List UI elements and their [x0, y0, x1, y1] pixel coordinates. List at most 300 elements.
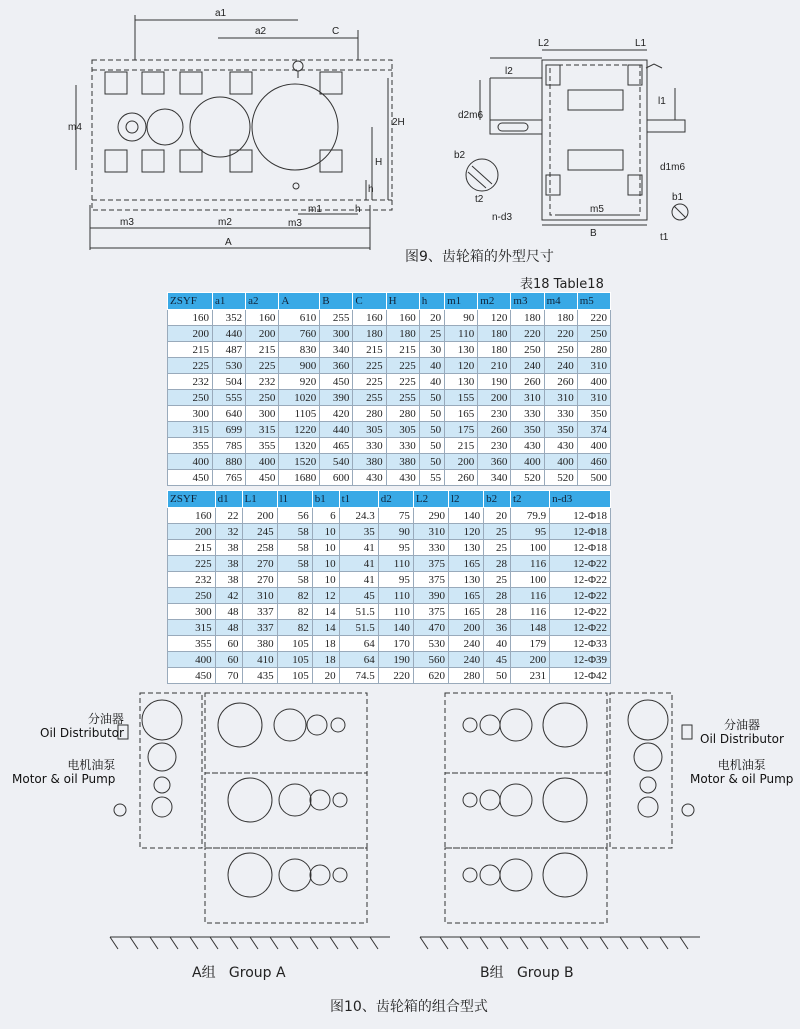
motor-pump-cn: 电机油泵 — [717, 758, 766, 772]
dim-n-d3: n-d3 — [492, 212, 513, 223]
table-cell: 200 — [448, 620, 483, 636]
table-cell: 22 — [215, 508, 242, 524]
table-row — [168, 326, 611, 342]
table-cell: 250 — [168, 390, 213, 406]
table-cell: 785 — [213, 438, 246, 454]
table-cell: 12-Φ18 — [550, 524, 611, 540]
table-cell: 30 — [419, 342, 444, 358]
table-cell: 280 — [448, 668, 483, 684]
table-row — [168, 390, 611, 406]
table-cell: 120 — [478, 310, 511, 326]
group-b-drawing — [420, 685, 700, 960]
table-cell: 50 — [419, 406, 444, 422]
table-cell: 530 — [213, 358, 246, 374]
dim-l2: L2 — [538, 38, 550, 49]
table-cell: 155 — [445, 390, 478, 406]
table-cell: 255 — [386, 390, 419, 406]
oil-distributor-cn: 分油器 — [723, 718, 760, 732]
table-cell: 12-Φ22 — [550, 620, 611, 636]
table-cell: 58 — [277, 524, 312, 540]
table-cell: 460 — [577, 454, 610, 470]
table-cell: 82 — [277, 620, 312, 636]
table-cell: 225 — [386, 374, 419, 390]
table-cell: 250 — [577, 326, 610, 342]
table-cell: 28 — [484, 588, 511, 604]
table-cell: 300 — [168, 604, 216, 620]
table-cell: 74.5 — [339, 668, 378, 684]
table-cell: 315 — [168, 422, 213, 438]
table-cell: 160 — [168, 508, 216, 524]
table-cell: 12-Φ22 — [550, 604, 611, 620]
dim-m4: m4 — [68, 122, 82, 133]
table-cell: 120 — [445, 358, 478, 374]
table-cell: 430 — [353, 470, 386, 486]
table-cell: 95 — [510, 524, 549, 540]
table-cell: 48 — [215, 620, 242, 636]
dim-m3-left: m3 — [120, 217, 134, 228]
table-row — [168, 524, 611, 540]
table-cell: 10 — [312, 556, 339, 572]
table-cell: 165 — [448, 556, 483, 572]
table-cell: 420 — [320, 406, 353, 422]
table-cell: 36 — [484, 620, 511, 636]
table-cell: 130 — [445, 342, 478, 358]
table-cell: 200 — [242, 508, 277, 524]
table-cell: 300 — [168, 406, 213, 422]
table-cell: 105 — [277, 636, 312, 652]
dim-c: C — [332, 26, 340, 37]
table-cell: 765 — [213, 470, 246, 486]
table-row — [168, 588, 611, 604]
column-header: ZSYF — [168, 293, 213, 310]
table-row — [168, 422, 611, 438]
table-cell: 400 — [577, 438, 610, 454]
table-cell: 220 — [511, 326, 544, 342]
fig9-front-view-drawing — [70, 0, 410, 250]
motor-pump-en: Motor & oil Pump — [12, 772, 116, 786]
column-header: b1 — [312, 491, 339, 508]
table-cell: 41 — [339, 572, 378, 588]
table-cell: 130 — [445, 374, 478, 390]
table-cell: 400 — [544, 454, 577, 470]
table-cell: 430 — [544, 438, 577, 454]
table-cell: 270 — [242, 556, 277, 572]
table-cell: 215 — [246, 342, 279, 358]
table-cell: 500 — [577, 470, 610, 486]
column-header: a2 — [246, 293, 279, 310]
table-cell: 160 — [168, 310, 213, 326]
dim-a1: a1 — [215, 8, 227, 19]
table-cell: 620 — [413, 668, 448, 684]
table-cell: 240 — [511, 358, 544, 374]
table-cell: 350 — [577, 406, 610, 422]
table-cell: 330 — [353, 438, 386, 454]
table-row — [168, 358, 611, 374]
column-header: d2 — [378, 491, 413, 508]
table-header-row — [168, 293, 611, 310]
table-cell: 116 — [510, 556, 549, 572]
table-cell: 200 — [168, 326, 213, 342]
table-cell: 180 — [353, 326, 386, 342]
table-cell: 51.5 — [339, 620, 378, 636]
dim-m1: m1 — [308, 204, 322, 215]
table-cell: 58 — [277, 540, 312, 556]
table-cell: 110 — [378, 588, 413, 604]
group-a-label: A组 Group A — [192, 965, 286, 981]
table-cell: 380 — [386, 454, 419, 470]
table-cell: 310 — [577, 358, 610, 374]
column-header: C — [353, 293, 386, 310]
column-header: m1 — [445, 293, 478, 310]
table-row — [168, 438, 611, 454]
table-cell: 14 — [312, 604, 339, 620]
column-header: a1 — [213, 293, 246, 310]
table-cell: 330 — [386, 438, 419, 454]
table-cell: 180 — [544, 310, 577, 326]
table-cell: 400 — [168, 454, 213, 470]
table18 — [167, 292, 611, 486]
table-cell: 6 — [312, 508, 339, 524]
table-cell: 40 — [419, 374, 444, 390]
table-cell: 340 — [320, 342, 353, 358]
table-cell: 760 — [279, 326, 320, 342]
table-cell: 300 — [246, 406, 279, 422]
table-cell: 38 — [215, 540, 242, 556]
table-cell: 337 — [242, 604, 277, 620]
table-cell: 20 — [484, 508, 511, 524]
dim-a2: a2 — [255, 26, 267, 37]
table-cell: 180 — [478, 342, 511, 358]
table-cell: 225 — [386, 358, 419, 374]
table-cell: 20 — [312, 668, 339, 684]
table-cell: 830 — [279, 342, 320, 358]
column-header: l1 — [277, 491, 312, 508]
table-cell: 260 — [445, 470, 478, 486]
table-cell: 232 — [246, 374, 279, 390]
table19 — [167, 490, 611, 684]
column-header: t1 — [339, 491, 378, 508]
table-cell: 540 — [320, 454, 353, 470]
table-cell: 50 — [419, 438, 444, 454]
table-cell: 18 — [312, 636, 339, 652]
table-cell: 56 — [277, 508, 312, 524]
group-a-motor-pump-label — [12, 758, 115, 786]
table-cell: 50 — [419, 454, 444, 470]
column-header: H — [386, 293, 419, 310]
dim-h-upper: H — [375, 157, 383, 168]
table-cell: 225 — [353, 374, 386, 390]
table-cell: 165 — [448, 588, 483, 604]
column-header: d1 — [215, 491, 242, 508]
table-cell: 1220 — [279, 422, 320, 438]
table-cell: 90 — [378, 524, 413, 540]
table-cell: 50 — [419, 390, 444, 406]
oil-distributor-cn: 分油器 — [87, 712, 124, 726]
table-cell: 240 — [448, 636, 483, 652]
table-cell: 190 — [378, 652, 413, 668]
fig10-caption: 图10、齿轮箱的组合型式 — [330, 999, 488, 1015]
table-row — [168, 470, 611, 486]
table-cell: 450 — [246, 470, 279, 486]
table-cell: 355 — [168, 636, 216, 652]
table-cell: 355 — [168, 438, 213, 454]
table-cell: 470 — [413, 620, 448, 636]
table-cell: 305 — [353, 422, 386, 438]
table-cell: 220 — [378, 668, 413, 684]
table-cell: 10 — [312, 572, 339, 588]
table-cell: 400 — [168, 652, 216, 668]
dim-b: B — [590, 228, 597, 239]
table-cell: 555 — [213, 390, 246, 406]
table-cell: 100 — [510, 540, 549, 556]
table-cell: 330 — [544, 406, 577, 422]
table-cell: 245 — [242, 524, 277, 540]
table-cell: 435 — [242, 668, 277, 684]
table-cell: 530 — [413, 636, 448, 652]
table-cell: 116 — [510, 588, 549, 604]
table-cell: 375 — [413, 604, 448, 620]
table-cell: 160 — [353, 310, 386, 326]
table-cell: 374 — [577, 422, 610, 438]
table-cell: 210 — [478, 358, 511, 374]
table-cell: 41 — [339, 556, 378, 572]
group-b-motor-pump-label — [690, 758, 793, 786]
table-cell: 215 — [445, 438, 478, 454]
table-cell: 330 — [413, 540, 448, 556]
table-cell: 240 — [448, 652, 483, 668]
motor-pump-en: Motor & oil Pump — [690, 772, 794, 786]
column-header: b2 — [484, 491, 511, 508]
table-cell: 560 — [413, 652, 448, 668]
table-cell: 165 — [445, 406, 478, 422]
table-cell: 215 — [168, 342, 213, 358]
table-row — [168, 572, 611, 588]
table-cell: 79.9 — [510, 508, 549, 524]
table-cell: 82 — [277, 588, 312, 604]
table-cell: 28 — [484, 556, 511, 572]
table-cell: 12-Φ22 — [550, 572, 611, 588]
oil-distributor-en: Oil Distributor — [700, 732, 784, 746]
table-cell: 95 — [378, 540, 413, 556]
table-cell: 400 — [577, 374, 610, 390]
table-cell: 48 — [215, 604, 242, 620]
table-cell: 160 — [386, 310, 419, 326]
table-cell: 260 — [478, 422, 511, 438]
table-cell: 330 — [511, 406, 544, 422]
table-cell: 310 — [544, 390, 577, 406]
dim-l1: L1 — [635, 38, 647, 49]
table-cell: 640 — [213, 406, 246, 422]
table-cell: 116 — [510, 604, 549, 620]
table-cell: 105 — [277, 668, 312, 684]
column-header: ZSYF — [168, 491, 216, 508]
table-cell: 90 — [445, 310, 478, 326]
table-row — [168, 310, 611, 326]
table-cell: 300 — [320, 326, 353, 342]
table-cell: 40 — [484, 636, 511, 652]
table-cell: 1680 — [279, 470, 320, 486]
table-cell: 165 — [448, 604, 483, 620]
table-cell: 70 — [215, 668, 242, 684]
table-cell: 51.5 — [339, 604, 378, 620]
table-cell: 270 — [242, 572, 277, 588]
table-cell: 250 — [544, 342, 577, 358]
table-cell: 64 — [339, 652, 378, 668]
table-cell: 380 — [353, 454, 386, 470]
table-cell: 290 — [413, 508, 448, 524]
table-cell: 310 — [511, 390, 544, 406]
table-cell: 310 — [577, 390, 610, 406]
table-cell: 260 — [511, 374, 544, 390]
table-cell: 360 — [478, 454, 511, 470]
table-cell: 450 — [320, 374, 353, 390]
table-cell: 220 — [577, 310, 610, 326]
table-cell: 12-Φ22 — [550, 588, 611, 604]
table-cell: 375 — [413, 556, 448, 572]
table-cell: 179 — [510, 636, 549, 652]
column-header: n-d3 — [550, 491, 611, 508]
table-row — [168, 508, 611, 524]
table-cell: 1320 — [279, 438, 320, 454]
table-cell: 110 — [378, 556, 413, 572]
table-cell: 230 — [478, 406, 511, 422]
table-cell: 450 — [168, 668, 216, 684]
dim-h-bottom: h — [355, 204, 361, 215]
table-cell: 130 — [448, 540, 483, 556]
table-cell: 25 — [484, 524, 511, 540]
table-cell: 225 — [246, 358, 279, 374]
column-header: m2 — [478, 293, 511, 310]
table-cell: 50 — [419, 422, 444, 438]
table-cell: 110 — [378, 604, 413, 620]
column-header: m5 — [577, 293, 610, 310]
table-row — [168, 636, 611, 652]
table-cell: 25 — [419, 326, 444, 342]
table-cell: 430 — [511, 438, 544, 454]
table-cell: 225 — [168, 358, 213, 374]
table18-caption: 表18 Table18 — [520, 277, 604, 292]
dim-b1: b1 — [672, 192, 684, 203]
dim-small-l2: l2 — [505, 66, 513, 77]
table-row — [168, 556, 611, 572]
table-cell: 58 — [277, 572, 312, 588]
table-cell: 440 — [213, 326, 246, 342]
table-cell: 42 — [215, 588, 242, 604]
table-cell: 12-Φ22 — [550, 556, 611, 572]
table-cell: 130 — [448, 572, 483, 588]
table-cell: 600 — [320, 470, 353, 486]
table-cell: 18 — [312, 652, 339, 668]
table-cell: 220 — [544, 326, 577, 342]
dim-b2: b2 — [454, 150, 466, 161]
table-cell: 352 — [213, 310, 246, 326]
table-cell: 38 — [215, 556, 242, 572]
table-cell: 175 — [445, 422, 478, 438]
table-cell: 12-Φ33 — [550, 636, 611, 652]
column-header: L2 — [413, 491, 448, 508]
table-cell: 14 — [312, 620, 339, 636]
table-cell: 400 — [246, 454, 279, 470]
table-cell: 310 — [242, 588, 277, 604]
column-header: t2 — [510, 491, 549, 508]
table-cell: 12 — [312, 588, 339, 604]
table-cell: 45 — [484, 652, 511, 668]
table-cell: 38 — [215, 572, 242, 588]
table-cell: 148 — [510, 620, 549, 636]
table-cell: 258 — [242, 540, 277, 556]
column-header: B — [320, 293, 353, 310]
table-cell: 250 — [246, 390, 279, 406]
table-cell: 12-Φ42 — [550, 668, 611, 684]
dim-h-small: h — [368, 184, 374, 195]
table-row — [168, 604, 611, 620]
table-row — [168, 406, 611, 422]
table-cell: 900 — [279, 358, 320, 374]
group-b-oil-distributor-label — [700, 718, 784, 746]
table-cell: 110 — [445, 326, 478, 342]
table-cell: 180 — [478, 326, 511, 342]
table-cell: 410 — [242, 652, 277, 668]
table-cell: 231 — [510, 668, 549, 684]
table-cell: 24.3 — [339, 508, 378, 524]
table-cell: 60 — [215, 652, 242, 668]
table-cell: 200 — [246, 326, 279, 342]
table-cell: 41 — [339, 540, 378, 556]
table-cell: 315 — [246, 422, 279, 438]
table-cell: 450 — [168, 470, 213, 486]
dim-t1: t1 — [660, 232, 669, 243]
table-cell: 465 — [320, 438, 353, 454]
table-cell: 32 — [215, 524, 242, 540]
table-header-row — [168, 491, 611, 508]
table-cell: 232 — [168, 572, 216, 588]
table-cell: 255 — [320, 310, 353, 326]
table-cell: 375 — [413, 572, 448, 588]
table-cell: 64 — [339, 636, 378, 652]
table-cell: 35 — [339, 524, 378, 540]
table-cell: 190 — [478, 374, 511, 390]
dim-d2m6: d2m6 — [458, 110, 484, 121]
table-row — [168, 620, 611, 636]
table-cell: 305 — [386, 422, 419, 438]
table-row — [168, 454, 611, 470]
table-cell: 520 — [544, 470, 577, 486]
table-cell: 230 — [478, 438, 511, 454]
table-cell: 610 — [279, 310, 320, 326]
dim-m3-right: m3 — [288, 218, 302, 229]
group-a-oil-distributor-label — [40, 712, 124, 740]
table-cell: 82 — [277, 604, 312, 620]
table-cell: 340 — [478, 470, 511, 486]
table-cell: 310 — [413, 524, 448, 540]
table-cell: 50 — [484, 668, 511, 684]
table-cell: 280 — [577, 342, 610, 358]
dim-t2: t2 — [475, 194, 484, 205]
table-cell: 355 — [246, 438, 279, 454]
table-cell: 390 — [413, 588, 448, 604]
table-cell: 232 — [168, 374, 213, 390]
table-cell: 105 — [277, 652, 312, 668]
table-cell: 200 — [168, 524, 216, 540]
table-cell: 240 — [544, 358, 577, 374]
column-header: m3 — [511, 293, 544, 310]
table-cell: 55 — [419, 470, 444, 486]
table-cell: 10 — [312, 524, 339, 540]
table-cell: 1520 — [279, 454, 320, 470]
dim-small-l1: l1 — [658, 96, 666, 107]
table-cell: 215 — [353, 342, 386, 358]
table-cell: 25 — [484, 540, 511, 556]
